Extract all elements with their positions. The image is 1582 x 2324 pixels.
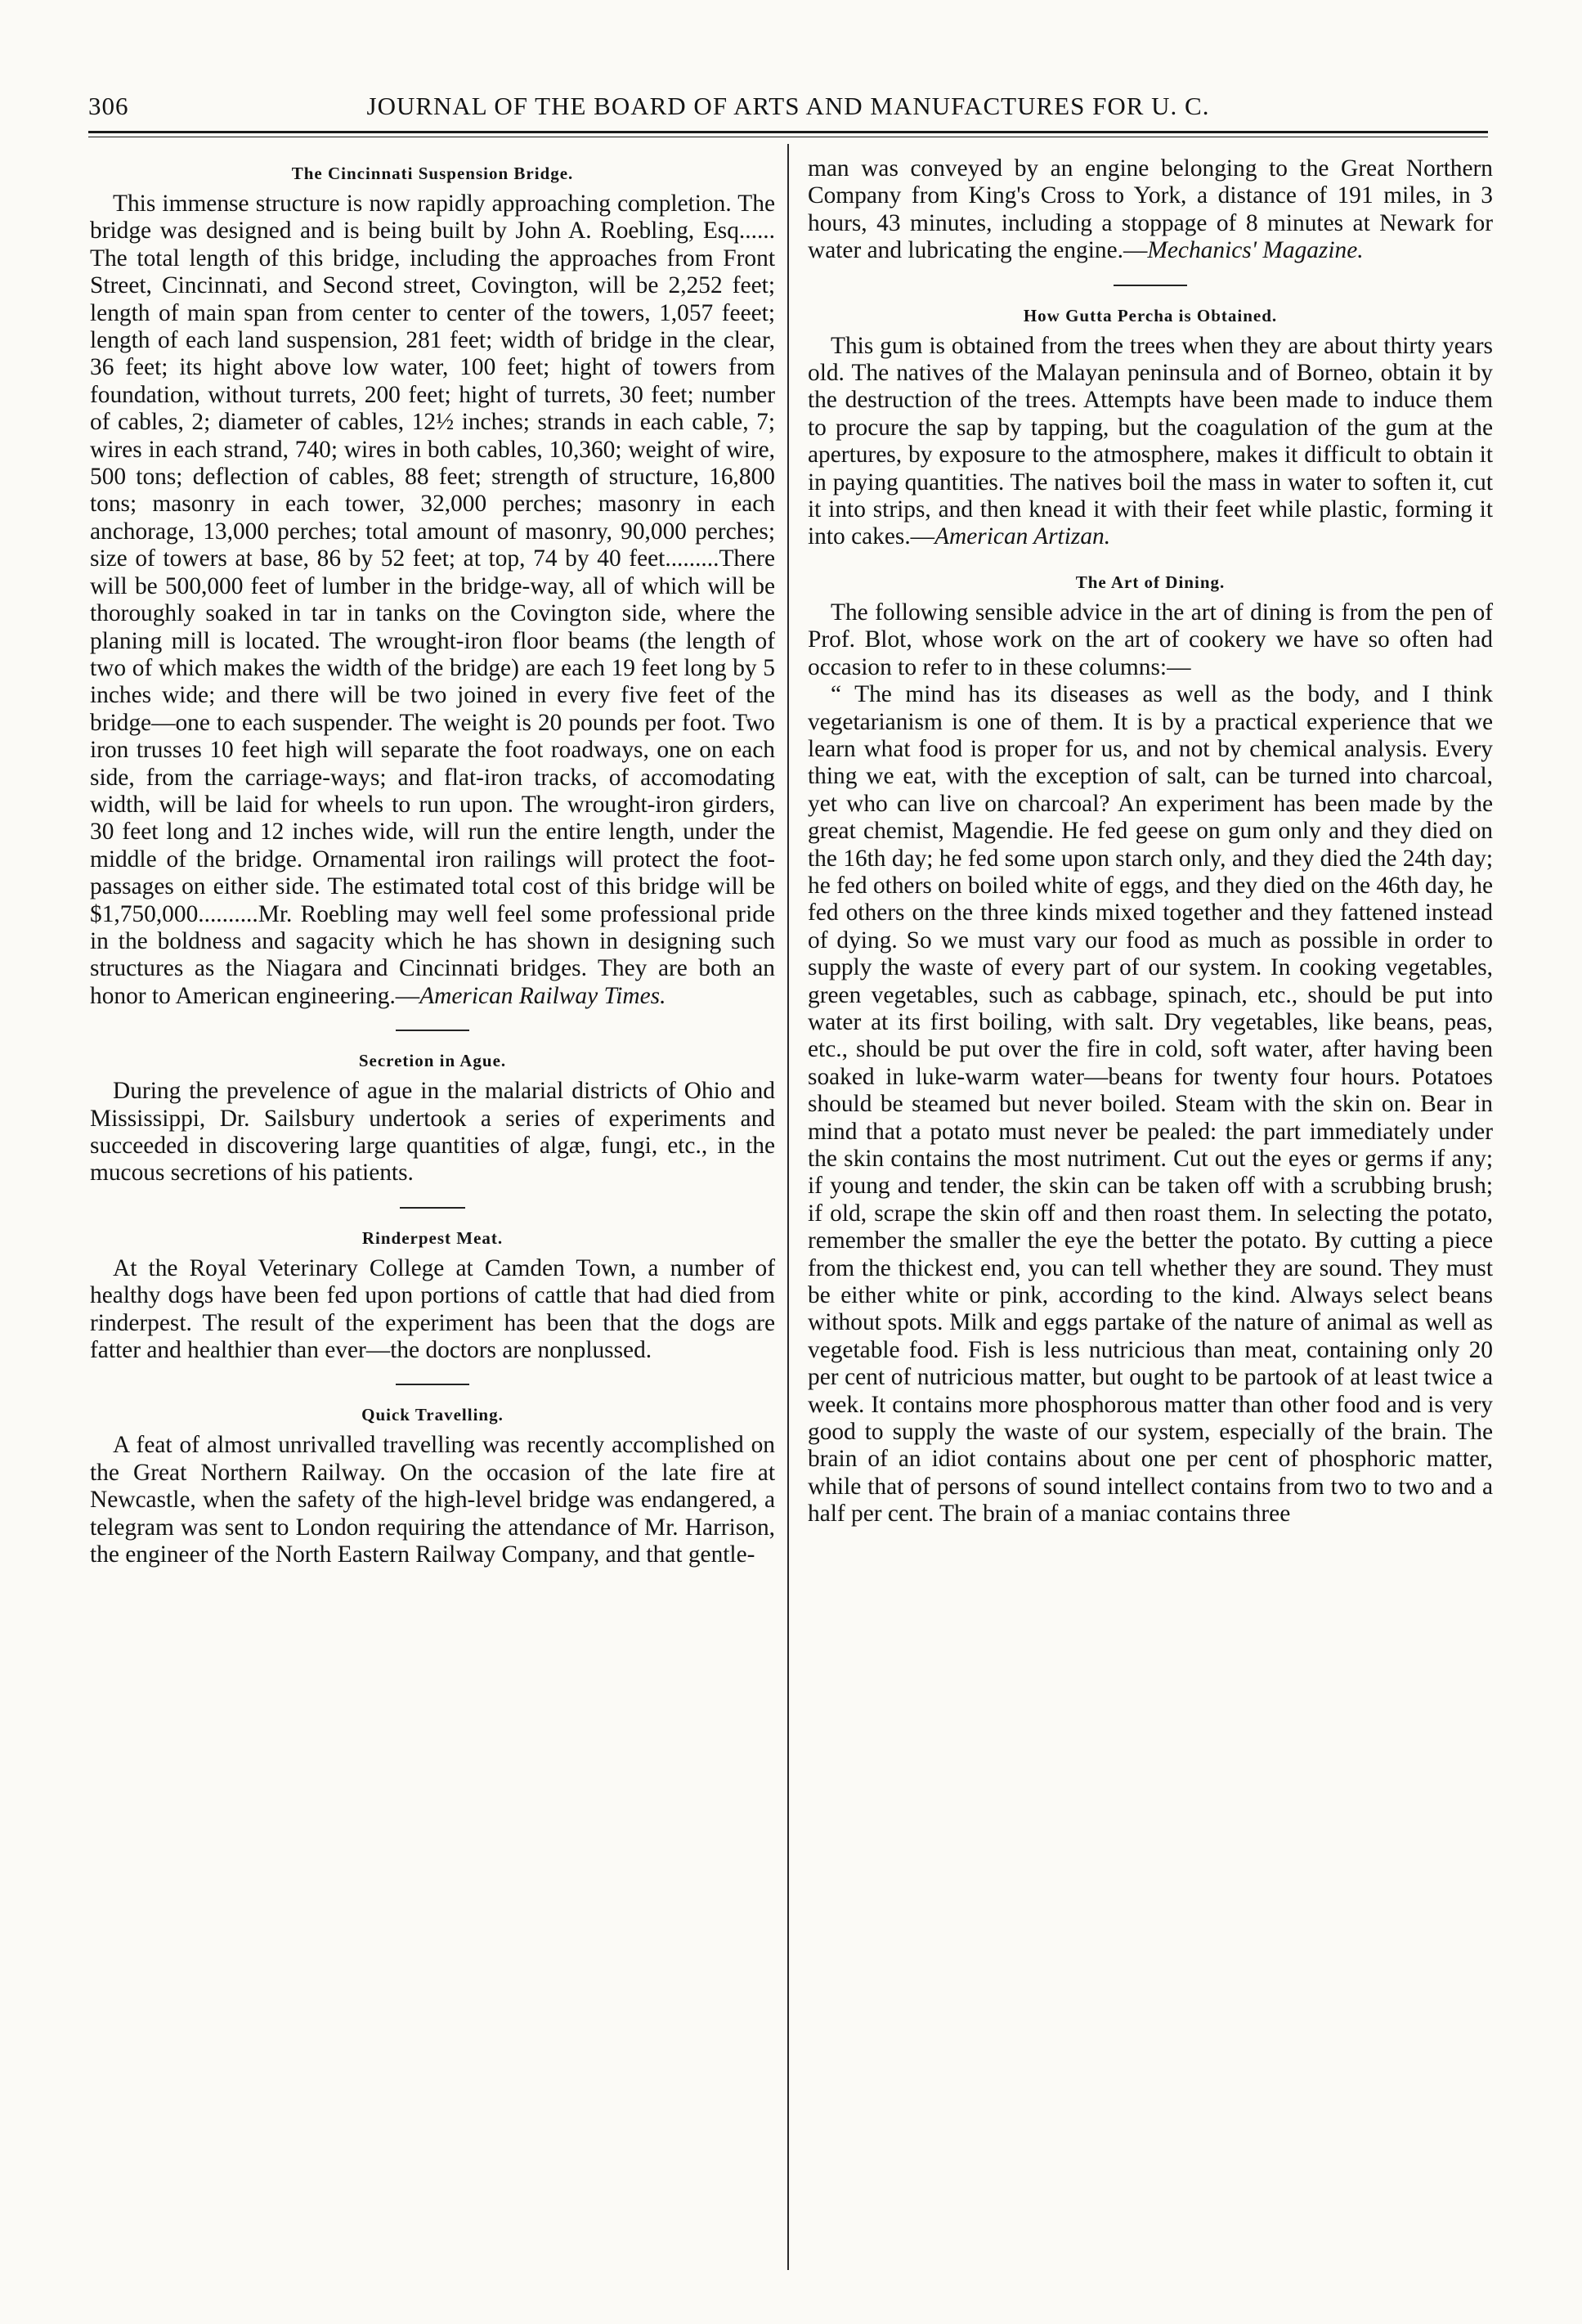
article-cincinnati-bridge [90,164,775,1010]
article-body [808,155,1493,265]
page-number: 306 [88,92,129,120]
article-title: The Art of Dining. [1075,572,1226,592]
article-body: At the Royal Veterinary College at Camden Town, a number of healthy dogs have been fed upon portions of cattle that had died from rinderpest. The result of the experiment has been that the dogs are fatter and healthier than ever—the doctors are nonplussed. [90,1254,775,1364]
page-header [88,92,1488,128]
article-title: The Cincinnati Suspension Bridge. [291,164,574,183]
article-text: man was conveyed by an engine belonging to the Great Northern Company from King's Cross to York, a distance of 191 miles, in 3 hours, 43 minutes, including a stoppage of 8 minutes at Newark for water and lubricating the engine.— [808,155,1493,264]
article-source: American Railway Times. [419,982,666,1009]
right-column [808,155,1493,1528]
article-art-of-dining [808,572,1493,1528]
article-text: This gum is obtained from the trees when they are about thirty years old. The natives of the Malayan peninsula and of Borneo, obtain it by the destruction of the trees. Attempts have been made to induce them to procure the sap by tapping, but the coagulation of the gum at the apertures, by exposure to the atmosphere, makes it difficult to obtain it in paying quantities. The natives boil the mass in water to soften it, cut it into strips, and then knead it with their feet while plastic, forming it into cakes.— [808,332,1493,550]
article-quick-travelling-continued [808,155,1493,265]
article-source: American Artizan. [934,523,1111,550]
article-source: Mechanics' Magazine. [1147,237,1364,264]
article-body [808,333,1493,551]
article-separator [1114,285,1187,286]
article-separator [396,1030,469,1031]
article-title: How Gutta Percha is Obtained. [1023,305,1278,325]
article-quick-travelling [90,1405,775,1568]
column-divider [787,144,789,2270]
article-rinderpest [90,1228,775,1365]
article-body: During the prevelence of ague in the malarial districts of Ohio and Mississippi, Dr. Sailsbury undertook a series of experiments and succeeded in discovering large quantities of algæ, fungi, etc., in the mucous secretions of his patients. [90,1078,775,1187]
article-separator [396,1384,469,1385]
article-text: This immense structure is now rapidly approaching completion. The bridge was designed and is being built by John A. Roebling, Esq...... The total length of this bridge, including the approaches from Front Street, Cincinnati, and Second street, Covington, will be 2,252 feet; length of main span from center to center of the towers, 1,057 feeet; length of each land suspension, 281 feet; width of bridge in the clear, 36 feet; its hight above low water, 100 feet; hight of towers from foundation, without turrets, 200 feet; hight of turrets, 30 feet; number of cables, 2; diameter of cables, 12½ inches; strands in each cable, 7; wires in each strand, 740; wires in both cables, 10,360; weight of wire, 500 tons; deflection of cables, 88 feet; strength of structure, 16,800 tons; masonry in each tower, 32,000 perches; masonry in each anchorage, 13,000 perches; total amount of masonry, 90,000 perches; size of towers at base, 86 by 52 feet; at top, 74 by 40 feet.........There will be 500,000 feet of lumber in the bridge-way, all of which will be thoroughly soaked in tar in tanks on the Covington side, where the planing mill is located. The wrought-iron floor beams (the length of two of which makes the width of the bridge) are each 19 feet long by 5 inches wide; and there will be two joined in every five feet of the bridge—one to each suspender. The weight is 20 pounds per foot. Two iron trusses 10 feet high will separate the foot roadways, one on each side, from the carriage-ways; and flat-iron tracks, of accomodating width, will be laid for wheels to run upon. The wrought-iron girders, 30 feet long and 12 inches wide, will run the entire length, under the middle of the bridge. Ornamental iron railings will protect the foot-passages on either side. The estimated total cost of this bridge will be $1,750,000..........Mr. Roebling may well feel some professional pride in the boldness and sagacity which he has shown in designing such structures as the Niagara and Cincinnati bridges. They are both an honor to American engineering.— [90,191,775,1009]
article-intro: The following sensible advice in the art of dining is from the pen of Prof. Blot, whose work on the art of cookery we have so often had occasion to refer to in these columns:— [808,599,1493,680]
article-separator [400,1207,465,1209]
header-rule [88,131,1488,133]
left-column [90,155,775,1568]
article-title: Secretion in Ague. [358,1051,507,1071]
article-body: “ The mind has its diseases as well as the body, and I think vegetarianism is one of them. It is by a practical experience that we learn what food is proper for us, and not by chemical analysis. Every thing we eat, with the exception of salt, can be turned into charcoal, yet who can live on charcoal? An experiment has been made by the great chemist, Magendie. He fed geese on gum only and they died on the 16th day; he fed some upon starch only, and they died the 24th day; he fed others on boiled white of eggs, and they died on the 46th day, he fed others on the three kinds mixed together and they fattened instead of dying. So we must vary our food as much as possible in order to supply the waste of every part of our system. In cooking vegetables, green vegetables, such as cabbage, spinach, etc., should be put into water at its first boiling, with salt. Dry vegetables, like beans, peas, etc., should be put over the fire in cold, soft water, after having been soaked in luke-warm water—beans for twenty four hours. Potatoes should be steamed but never boiled. Steam with the skin on. Bear in mind that a potato must never be pealed: the part immediately under the skin contains the most nutriment. Cut out the eyes or germs if any; if young and tender, the skin can be taken off with a scrubbing brush; if old, scrape the skin off and then roast them. In selecting the potato, remember the smaller the eye the better the potato. By cutting a piece from the thickest end, you can tell whether they are sound. They must be either white or pink, according to the kind. Always select beans without spots. Milk and eggs partake of the nature of animal as well as vegetable food. Fish is less nutricious than meat, containing only 20 per cent of nutricious matter, but ought to be partook of at least twice a week. It contains more phosphorous matter than other food and is very good to supply the waste of our system, especially of the brain. The brain of an idiot contains about one per cent of phosphoric matter, while that of persons of sound intellect contains from two to two and a half per cent. The brain of a maniac contains three [808,681,1493,1528]
article-body [90,191,775,1010]
article-body: A feat of almost unrivalled travelling was recently accomplished on the Great Northern Railway. On the occasion of the late fire at Newcastle, when the safety of the high-level bridge was endangered, a telegram was sent to London requiring the attendance of Mr. Harrison, the engineer of the North Eastern Railway Company, and that gentle- [90,1432,775,1568]
article-title: Rinderpest Meat. [361,1227,504,1248]
article-gutta-percha [808,306,1493,551]
article-title: Quick Travelling. [361,1405,504,1425]
running-title: JOURNAL OF THE BOARD OF ARTS AND MANUFACTURES FOR U. C. [366,92,1210,120]
article-ague [90,1051,775,1187]
